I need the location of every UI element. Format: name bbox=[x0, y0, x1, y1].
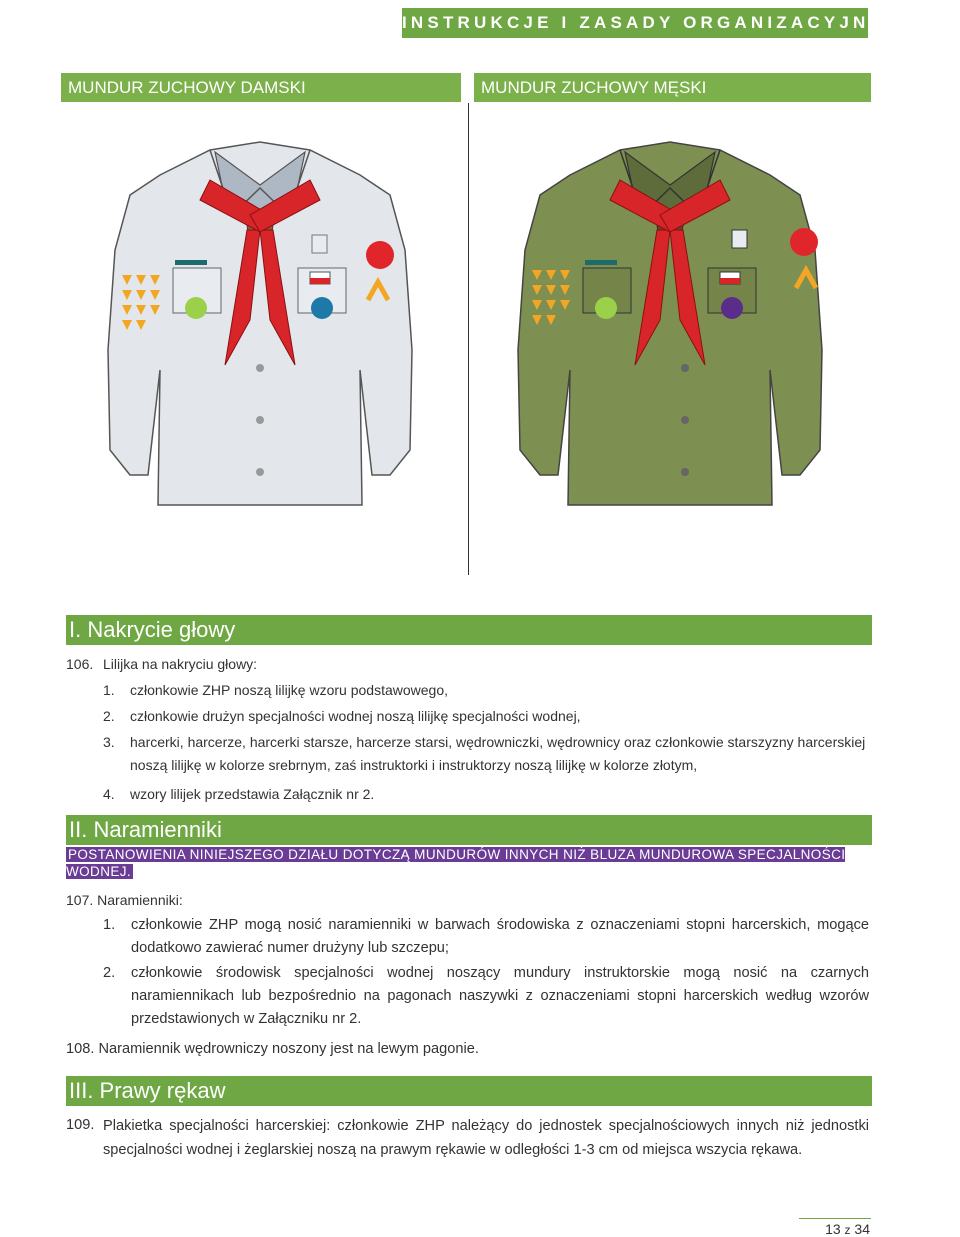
list-item-number: 1. bbox=[103, 917, 116, 933]
document-header: INSTRUKCJE I ZASADY ORGANIZACYJNE ZHP bbox=[402, 8, 868, 38]
list-item-number: 2. bbox=[103, 965, 116, 981]
list-item: wzory lilijek przedstawia Załącznik nr 2. bbox=[130, 786, 375, 802]
female-uniform-label: MUNDUR ZUCHOWY DAMSKI bbox=[61, 73, 461, 102]
page-number bbox=[825, 1221, 870, 1237]
paragraph-106-number: 106. bbox=[66, 656, 94, 672]
list-item-number: 4. bbox=[103, 786, 115, 802]
list-item: członkowie środowisk specjalności wodnej noszący mundury instruktorskie mogą nosić na czarnych naramiennikach lub bezpośrednio na pagonach naszywki z oznaczeniami stopni harcerskich według wzorów przedstawionych w Załączniku nr 2. bbox=[131, 965, 869, 1027]
section-note-text: POSTANOWIENIA NINIEJSZEGO DZIAŁU DOTYCZĄ MUNDURÓW INNYCH NIŻ BLUZA MUNDUROWA SPECJALNOŚCI WODNEJ. bbox=[66, 847, 846, 879]
list-item-number: 1. bbox=[103, 682, 115, 698]
female-uniform-illustration bbox=[60, 120, 460, 520]
list-item-number: 2. bbox=[103, 708, 115, 724]
female-shirt-icon bbox=[108, 142, 412, 505]
male-shirt-icon bbox=[518, 142, 822, 505]
paragraph-109-number: 109. bbox=[66, 1117, 95, 1133]
list-item: członkowie ZHP noszą lilijkę wzoru podstawowego, bbox=[130, 682, 449, 698]
paragraph-106-text: Lilijka na nakryciu głowy: bbox=[103, 656, 258, 672]
section-heading-epaulettes: II. Naramienniki bbox=[66, 815, 872, 845]
male-uniform-illustration bbox=[470, 120, 870, 520]
list-item: harcerki, harcerze, harcerki starsze, harcerze starsi, wędrowniczki, wędrownicy oraz członkowie starszyzny harcerskiej noszą lilijkę w kolorze srebrnym, zaś instruktorki i instruktorzy noszą lilijkę w kolorze złotym, bbox=[130, 734, 866, 773]
section-heading-headwear: I. Nakrycie głowy bbox=[66, 615, 872, 645]
paragraph-107: 107. Naramienniki: bbox=[66, 892, 183, 908]
list-item: członkowie drużyn specjalności wodnej noszą lilijkę specjalności wodnej, bbox=[130, 708, 581, 724]
section-note bbox=[66, 846, 869, 880]
column-divider bbox=[468, 103, 469, 575]
list-item: członkowie ZHP mogą nosić naramienniki w barwach środowiska z oznaczeniami stopni harcerskich, mogące dodatkowo zawierać numer drużyny lub szczepu; bbox=[131, 917, 869, 956]
section-heading-right-sleeve: III. Prawy rękaw bbox=[66, 1076, 872, 1106]
page-separator: z bbox=[844, 1223, 851, 1237]
male-uniform-label: MUNDUR ZUCHOWY MĘSKI bbox=[474, 73, 871, 102]
page-total: 34 bbox=[854, 1221, 870, 1237]
paragraph-108: 108. Naramiennik wędrowniczy noszony jest na lewym pagonie. bbox=[66, 1041, 479, 1057]
page-current: 13 bbox=[825, 1221, 841, 1237]
paragraph-109-text: Plakietka specjalności harcerskiej: członkowie ZHP należący do jednostek specjalnościowych innych niż jednostki specjalności wodnej i żeglarskiej noszą na prawym rękawie w odległości 1-3 cm od miejsca wszycia rękawa. bbox=[103, 1118, 869, 1158]
page-number-rule bbox=[799, 1218, 871, 1219]
list-item-number: 3. bbox=[103, 734, 115, 750]
